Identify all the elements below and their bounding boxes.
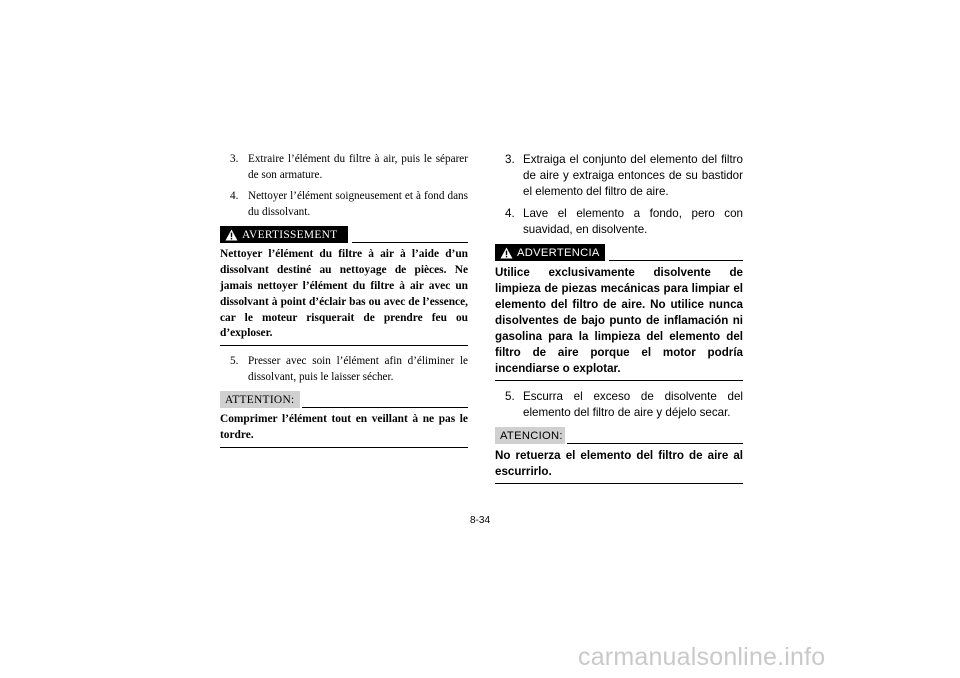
warning-badge bbox=[495, 244, 605, 261]
header-rule bbox=[609, 260, 743, 261]
attention-label: ATTENTION: bbox=[225, 393, 295, 406]
header-rule bbox=[567, 443, 743, 444]
step-text: Extraire l’élément du filtre à air, puis le séparer de son armature. bbox=[248, 153, 468, 181]
warning-label: ADVERTENCIA bbox=[517, 246, 600, 259]
step-3-fr bbox=[220, 152, 468, 183]
watermark: carmanualsonline.info bbox=[578, 643, 826, 671]
spanish-column bbox=[495, 152, 743, 492]
header-rule bbox=[302, 407, 468, 408]
step-number: 5. bbox=[505, 390, 515, 403]
step-5-fr bbox=[220, 354, 468, 385]
warning-header-es bbox=[495, 244, 743, 261]
attention-badge bbox=[495, 427, 565, 444]
attention-text-es: No retuerza el elemento del filtro de aire al escurrirlo. bbox=[495, 448, 743, 484]
warning-badge bbox=[220, 226, 348, 243]
step-number: 5. bbox=[230, 355, 239, 368]
attention-text-fr: Comprimer l’élément tout en veillant à ne pas le tordre. bbox=[220, 412, 468, 448]
warning-triangle-icon bbox=[500, 247, 513, 259]
warning-text-fr: Nettoyer l’élément du filtre à air à l’aide d’un dissolvant destiné au nettoyage de pièces. Ne jamais nettoyer l’élément du filtre à air avec un dissolvant à point d’éclair bas ou avec de l’essence, car le moteur risquerait de prendre feu ou d’exploser. bbox=[220, 247, 468, 346]
attention-label: ATENCION: bbox=[500, 429, 563, 442]
step-text: Presser avec soin l’élément afin d’éliminer le dissolvant, puis le laisser sécher. bbox=[248, 355, 468, 383]
step-number: 4. bbox=[505, 207, 515, 220]
step-text: Nettoyer l’élément soigneusement et à fond dans du dissolvant. bbox=[248, 190, 468, 218]
attention-header-es bbox=[495, 427, 743, 444]
step-text: Escurra el exceso de disolvente del elemento del filtro de aire y déjelo secar. bbox=[523, 390, 743, 419]
step-text: Extraiga el conjunto del elemento del filtro de aire y extraiga entonces de su bastidor el elemento del filtro de aire. bbox=[523, 153, 743, 198]
attention-header-fr bbox=[220, 391, 468, 408]
header-rule bbox=[352, 242, 468, 243]
warning-triangle-icon bbox=[225, 229, 238, 241]
step-number: 3. bbox=[230, 153, 239, 165]
step-number: 3. bbox=[505, 153, 515, 166]
attention-badge bbox=[220, 391, 300, 408]
step-text: Lave el elemento a fondo, pero con suavidad, en disolvente. bbox=[523, 207, 743, 236]
warning-text-es: Utilice exclusivamente disolvente de limpieza de piezas mecánicas para limpiar el elemento del filtro de aire. No utilice nunca disolventes de bajo punto de inflamación ni gasolina para la limpieza del elemento del filtro de aire porque el motor podría incendiarse o explotar. bbox=[495, 265, 743, 381]
french-column bbox=[220, 152, 468, 456]
warning-header-fr bbox=[220, 226, 468, 243]
step-4-fr bbox=[220, 189, 468, 220]
warning-label: AVERTISSEMENT bbox=[242, 228, 338, 241]
step-5-es bbox=[495, 389, 743, 421]
step-4-es bbox=[495, 206, 743, 238]
step-number: 4. bbox=[230, 190, 239, 203]
step-3-es bbox=[495, 152, 743, 200]
page-number: 8-34 bbox=[470, 515, 491, 526]
